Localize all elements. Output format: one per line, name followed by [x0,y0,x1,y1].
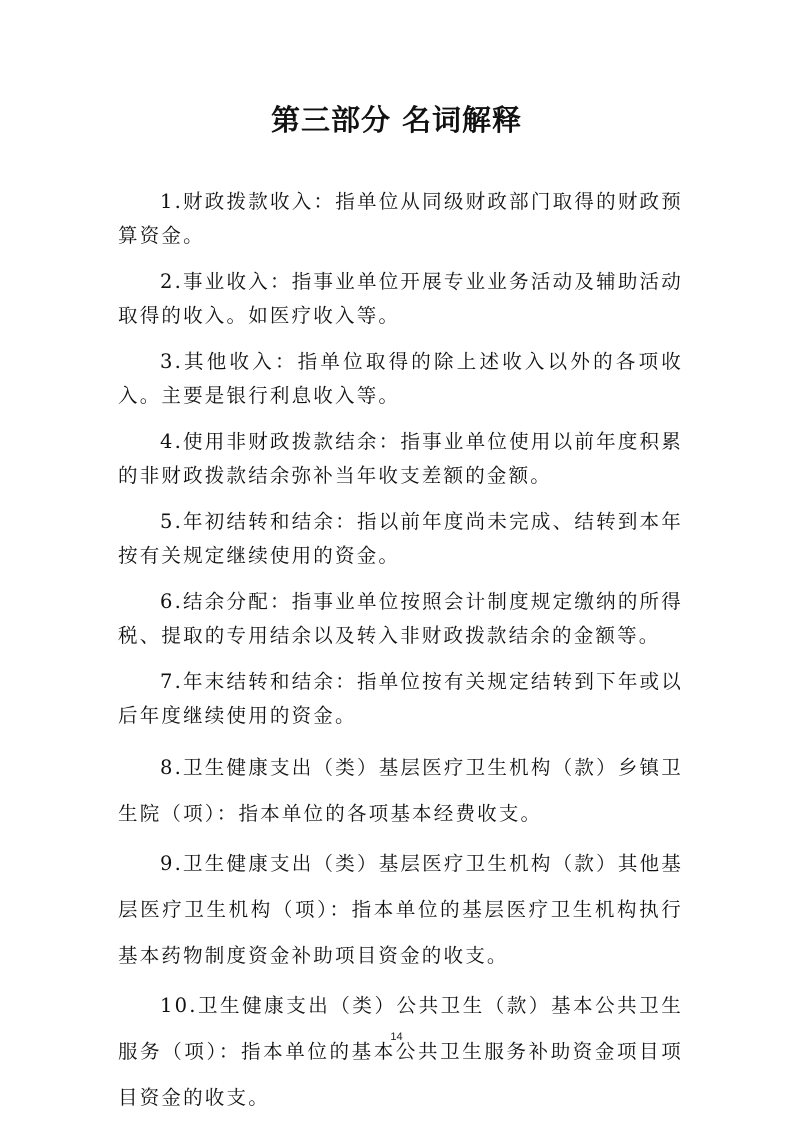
page-title: 第三部分 名词解释 [270,103,523,137]
definition-item: 5.年初结转和结余：指以前年度尚未完成、结转到本年按有关规定继续使用的资金。 [118,510,683,567]
definition-item: 10.卫生健康支出（类）公共卫生（款）基本公共卫生服务（项）：指本单位的基本公共卫生服务补助资金项目项目资金的收支。 [118,994,683,1109]
definition-item: 7.年末结转和结余：指单位按有关规定结转到下年或以后年度继续使用的资金。 [118,670,683,727]
definition-item: 9.卫生健康支出（类）基层医疗卫生机构（款）其他基层医疗卫生机构（项）：指本单位的基层医疗卫生机构执行基本药物制度资金补助项目资金的收支。 [118,852,683,967]
definition-item: 6.结余分配：指事业单位按照会计制度规定缴纳的所得税、提取的专用结余以及转入非财政拨款结余的金额等。 [118,590,683,647]
definition-item: 8.卫生健康支出（类）基层医疗卫生机构（款）乡镇卫生院（项）：指本单位的各项基本经费收支。 [118,756,683,825]
definition-item: 4.使用非财政拨款结余：指事业单位使用以前年度积累的非财政拨款结余弥补当年收支差额的金额。 [118,430,683,487]
definition-item: 1.财政拨款收入：指单位从同级财政部门取得的财政预算资金。 [118,190,683,247]
definition-item: 2.事业收入：指事业单位开展专业业务活动及辅助活动取得的收入。如医疗收入等。 [118,270,683,327]
page-number: 14 [390,1031,403,1043]
definitions-body [118,185,683,1125]
definition-item: 3.其他收入：指单位取得的除上述收入以外的各项收入。主要是银行利息收入等。 [118,350,683,407]
